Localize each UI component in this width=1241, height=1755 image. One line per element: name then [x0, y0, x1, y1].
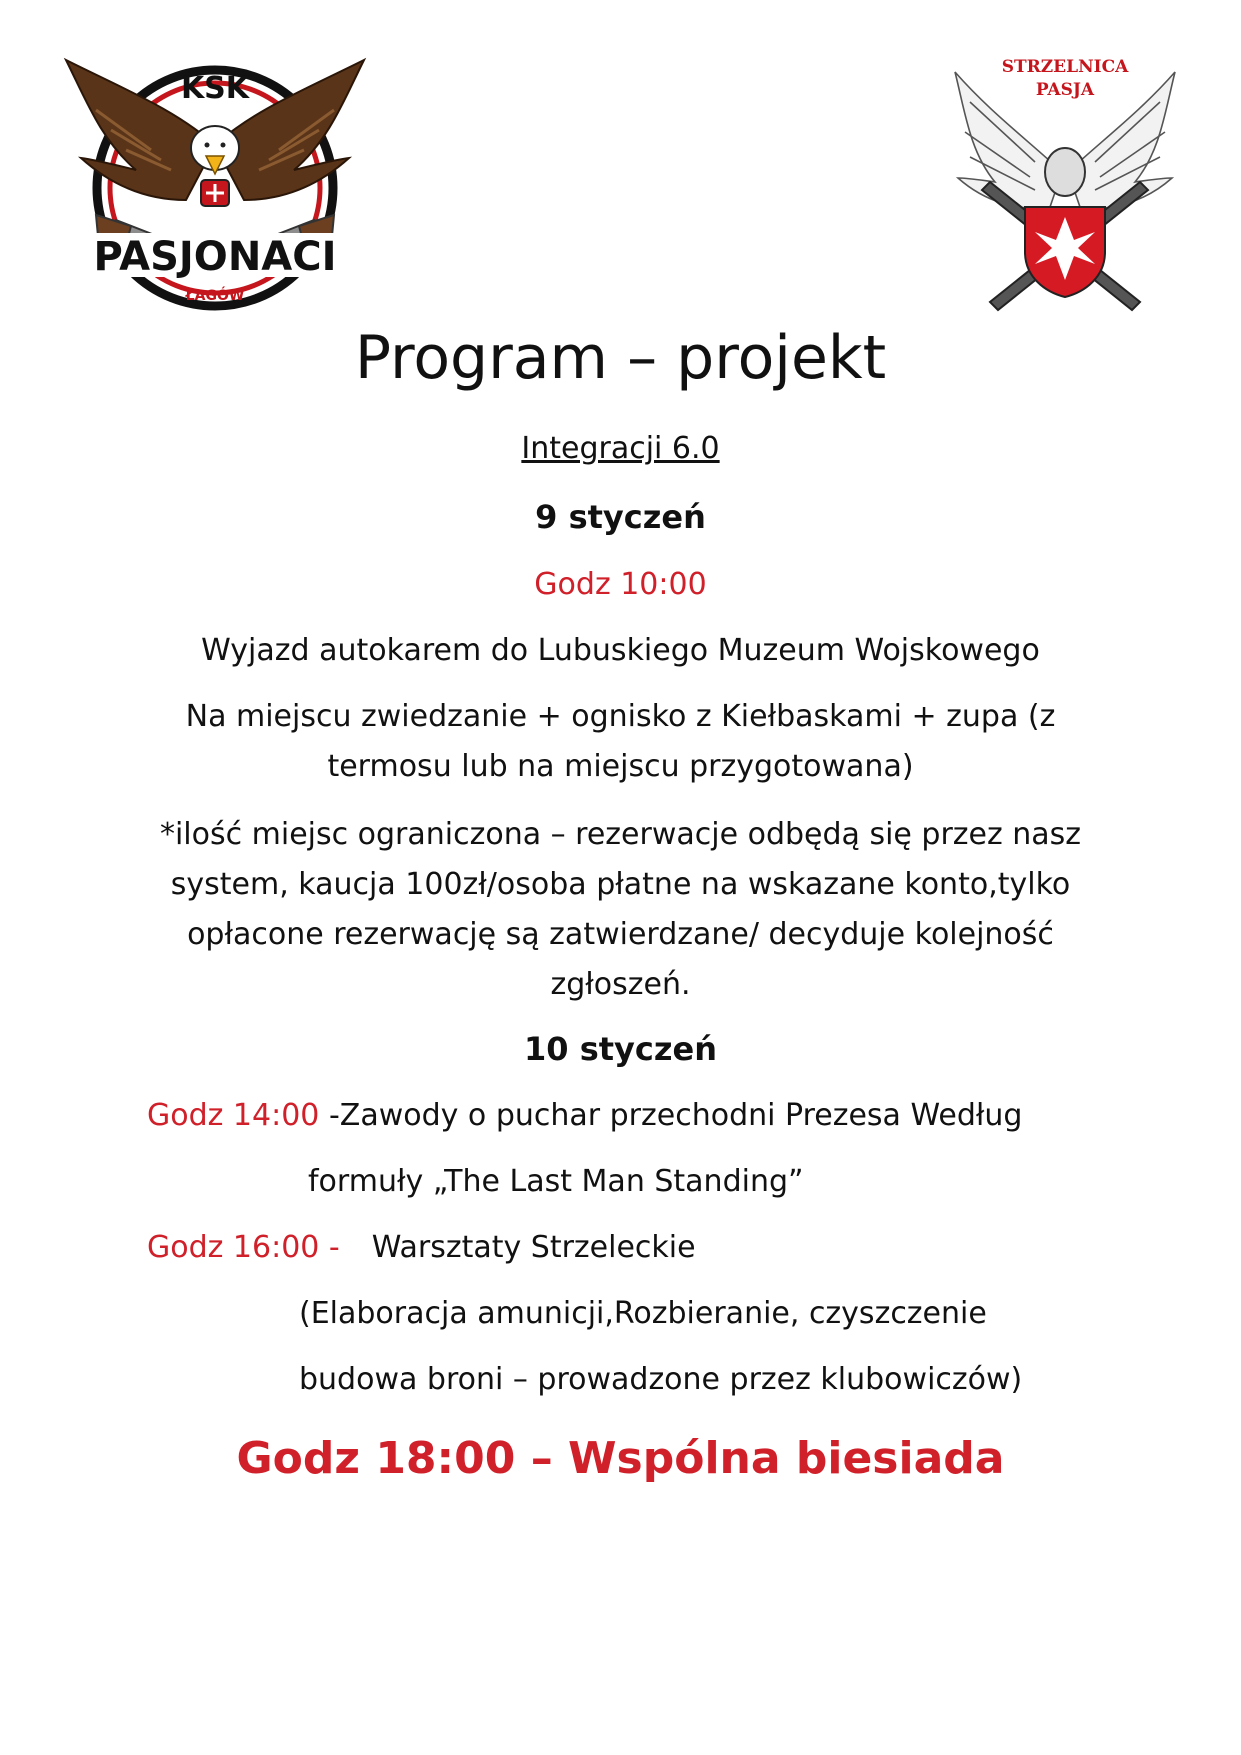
event2-text: Warsztaty Strzeleckie [371, 1230, 696, 1265]
event2-detail-2: budowa broni – prowadzone przez klubowiczów) [299, 1362, 1023, 1397]
ksk-pasjonaci-logo [56, 50, 374, 326]
feast-heading: Godz 18:00 – Wspólna biesiada [236, 1433, 1005, 1484]
event1-row [147, 1091, 1022, 1141]
strzelnica-pasja-logo [950, 52, 1180, 324]
day1-trip: Wyjazd autokarem do Lubuskiego Muzeum Wojskowego [201, 633, 1040, 668]
logo-left-bottom-text: ŁAGÓW [185, 288, 245, 304]
logo-left-top-text: KSK [180, 71, 250, 106]
event2-row [147, 1223, 696, 1273]
logo-right-line1: STRZELNICA [1001, 57, 1129, 77]
document-title: Program – projekt [354, 323, 887, 393]
document-subtitle: Integracji 6.0 [521, 431, 720, 466]
event1-time: Godz 14:00 [147, 1098, 320, 1133]
day1-date: 9 styczeń [535, 498, 706, 536]
day1-note: *ilość miejsc ograniczona – rezerwacje odbędą się przez nasz system, kaucja 100zł/osoba płatne na wskazane konto,tylko opłacone rezerwację są zatwierdzane/ decyduje kolejność zgłoszeń. [159, 817, 1082, 1002]
day1-time: Godz 10:00 [534, 567, 707, 602]
event2-detail-1: (Elaboracja amunicji,Rozbieranie, czyszczenie [299, 1296, 987, 1331]
day2-date: 10 styczeń [524, 1030, 717, 1068]
event1-text: -Zawody o puchar przechodni Prezesa Według [328, 1098, 1023, 1133]
event1-text-continued: formuły „The Last Man Standing” [308, 1164, 804, 1199]
logo-left-main-text: PASJONACI [93, 234, 337, 280]
day1-visit: Na miejscu zwiedzanie + ognisko z Kiełbaskami + zupa (z termosu lub na miejscu przygotowana) [185, 699, 1056, 784]
event2-time: Godz 16:00 - [147, 1230, 340, 1265]
logo-right-line2: PASJA [1035, 80, 1095, 100]
